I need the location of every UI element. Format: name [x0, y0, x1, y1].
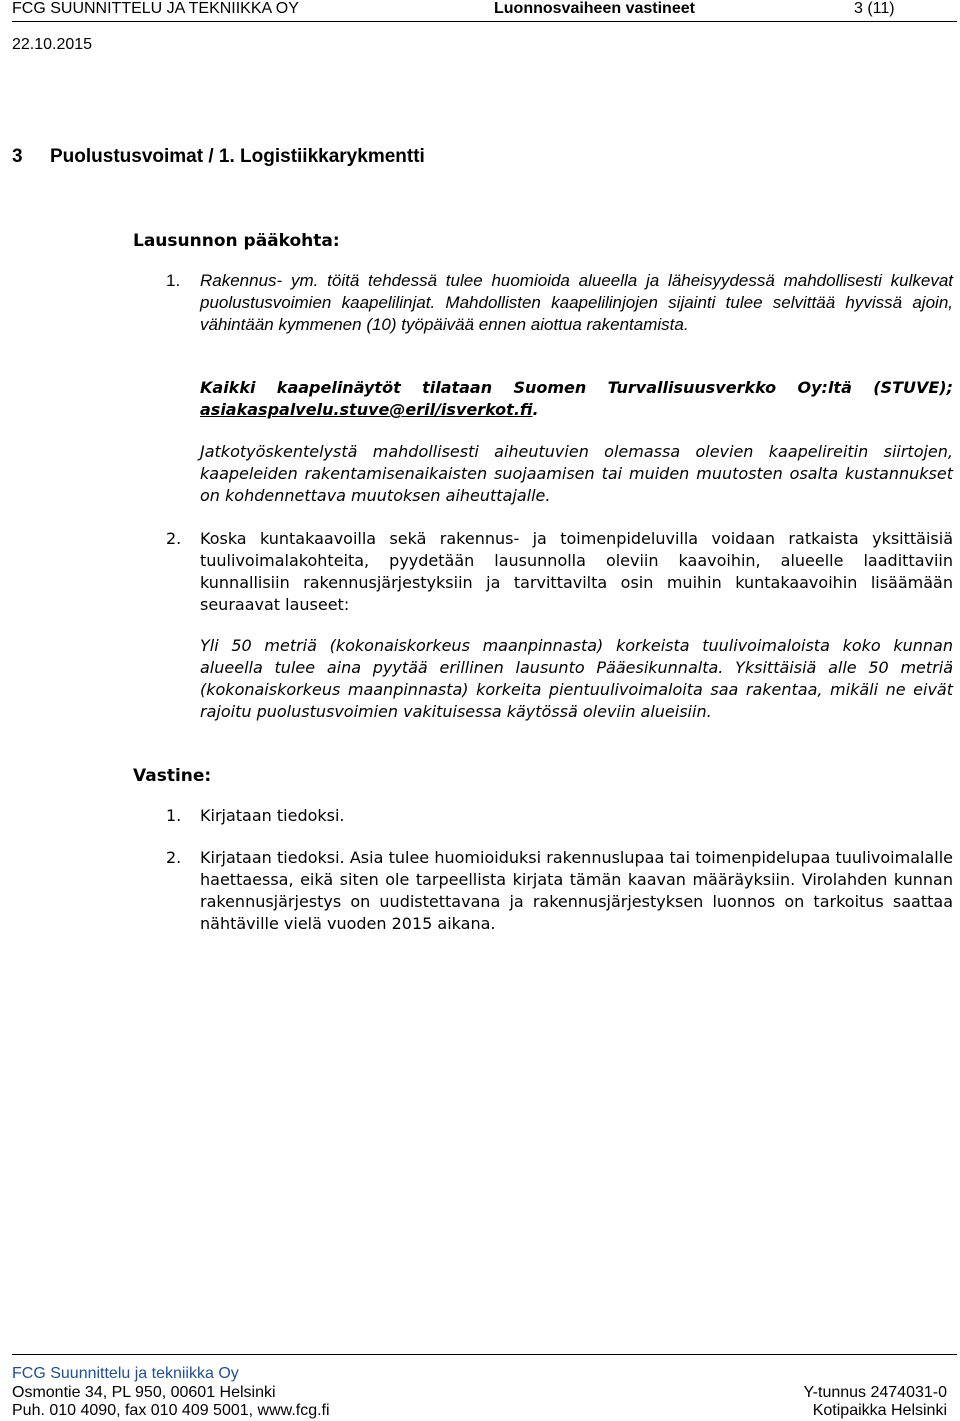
cable-order-email-link[interactable]: asiakaspalvelu.stuve@eril/isverkot.fi	[200, 400, 533, 419]
cable-order-note	[200, 377, 953, 421]
header-company: FCG SUUNNITTELU JA TEKNIIKKA OY	[12, 0, 299, 17]
response-1-number: 1.	[166, 806, 182, 825]
footer-phone: Puh. 010 4090, fax 010 409 5001, www.fcg.fi	[12, 1402, 330, 1419]
footer-business-id: Y-tunnus 2474031-0	[803, 1384, 947, 1401]
main-point-2-text: Koska kuntakaavoilla sekä rakennus- ja toimenpideluvilla voidaan ratkaista yksittäisiä tuulivoimalakohteita, pyydetään lausunnolla oleviin kaavoihin, alueelle laadittaviin kunnallisiin rakennusjärjestyksiin ja tarvittavilta osin muihin kuntakaavoihin lisäämään seuraavat lauseet:	[200, 529, 953, 614]
footer-address: Osmontie 34, PL 950, 00601 Helsinki	[12, 1384, 276, 1401]
response-2-text: Kirjataan tiedoksi. Asia tulee huomioiduksi rakennuslupaa tai toimenpidelupaa tuulivoimalalle haettaessa, eikä siten ole tarpeellista kirjata tämän kaavan määräyksiin. Virolahden kunnan rakennusjärjestys on uudistettavana ja rakennusjärjestyksen luonnos on tarkoitus saattaa nähtäville vielä vuoden 2015 aikana.	[200, 848, 953, 933]
main-point-1-number: 1.	[166, 271, 181, 290]
footer-company: FCG Suunnittelu ja tekniikka Oy	[12, 1365, 239, 1382]
header-document-title: Luonnosvaiheen vastineet	[494, 0, 695, 17]
header-divider	[12, 21, 957, 22]
cable-relocation-text: Jatkotyöskentelystä mahdollisesti aiheutuvien olemassa olevien kaapelireitin siirtojen, kaapeleiden rakentamisenaikaisten suojaamisen tai muiden muutosten osalta kustannukset on kohdennettava muutoksen aiheuttajalle.	[200, 442, 953, 505]
header-date: 22.10.2015	[12, 36, 93, 53]
response-1-text: Kirjataan tiedoksi.	[200, 806, 345, 825]
main-point-2-number: 2.	[166, 529, 182, 548]
main-point-2-quote: Yli 50 metriä (kokonaiskorkeus maanpinnasta) korkeista tuulivoimaloista koko kunnan alueella tulee aina pyytää erillinen lausunto Pääesikunnalta. Yksittäisiä alle 50 metriä (kokonaiskorkeus maanpinnasta) korkeita pientuulivoimaloita saa rakentaa, mikäli ne eivät rajoitu puolustusvoimien vakituisessa käytössä oleviin alueisiin.	[200, 636, 953, 721]
header-page-number: 3 (11)	[854, 0, 895, 17]
section-number: 3	[12, 146, 23, 167]
footer-domicile: Kotipaikka Helsinki	[812, 1402, 947, 1419]
footer-divider	[12, 1354, 957, 1355]
main-points-heading: Lausunnon pääkohta:	[133, 231, 340, 251]
response-heading: Vastine:	[133, 766, 212, 786]
cable-order-text: Kaikki kaapelinäytöt tilataan Suomen Turvallisuusverkko Oy:ltä (STUVE);	[200, 378, 953, 397]
section-title: Puolustusvoimat / 1. Logistiikkarykmentti	[50, 146, 425, 167]
main-point-1-text: Rakennus- ym. töitä tehdessä tulee huomioida alueella ja läheisyydessä mahdollisesti kulkevat puolustusvoimien kaapelilinjat. Mahdollisten kaapelilinjojen sijainti tulee selvittää hyvissä ajoin, vähintään kymmenen (10) työpäivää ennen aiottua rakentamista.	[200, 271, 953, 334]
cable-order-end: .	[532, 400, 539, 419]
response-2-number: 2.	[166, 848, 182, 867]
